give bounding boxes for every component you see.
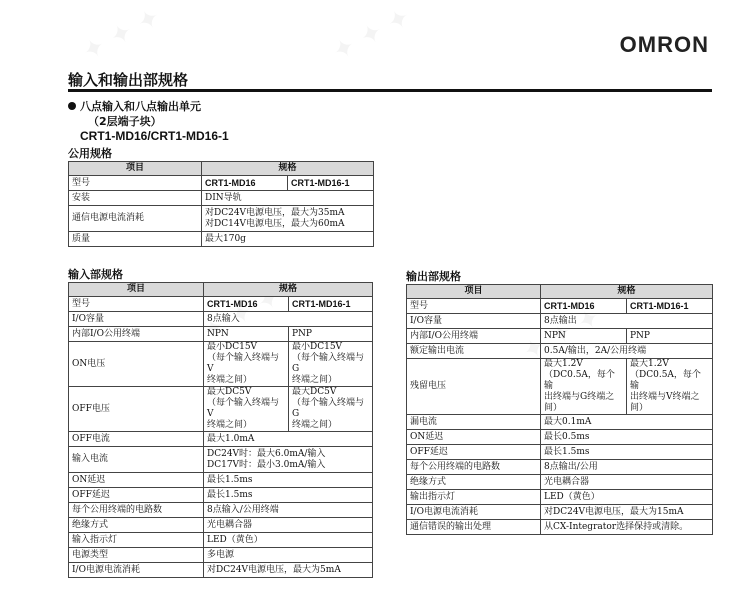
table-row [69, 548, 373, 563]
row-item-label: 额定输出电流 [407, 344, 541, 359]
table-row [69, 297, 373, 312]
row-item-label: 型号 [69, 176, 202, 191]
table-row [69, 206, 374, 232]
header-item: 项目 [69, 162, 202, 176]
row-item-label: 内部I/O公用终端 [407, 329, 541, 344]
row-spec-value: 0.5A/输出，2A/公用终端 [541, 344, 713, 359]
page-title: 输入和输出部规格 [68, 71, 189, 89]
product-line-2: （2层端子块） [88, 115, 162, 128]
table-row [407, 445, 713, 460]
row-spec-value-b: CRT1-MD16-1 [289, 297, 373, 312]
row-spec-value: 8点输入 [204, 312, 373, 327]
row-spec-value: 最大1.0mA [204, 432, 373, 447]
row-item-label: 通信错误的输出处理 [407, 520, 541, 535]
row-spec-value-b: PNP [289, 327, 373, 342]
row-spec-value-b: 最大DC5V （每个输入终端与G 终端之间） [289, 387, 373, 432]
table-row [407, 314, 713, 329]
table-row [407, 520, 713, 535]
table-header-row [407, 285, 713, 299]
row-spec-value: 多电源 [204, 548, 373, 563]
table-row [407, 475, 713, 490]
row-spec-value-a: CRT1-MD16 [202, 176, 288, 191]
row-spec-value-b: PNP [627, 329, 713, 344]
row-item-label: I/O容量 [69, 312, 204, 327]
row-item-label: OFF延迟 [69, 488, 204, 503]
row-spec-value-a: NPN [541, 329, 627, 344]
row-spec-value-b: 最小DC15V （每个输入终端与G 终端之间） [289, 342, 373, 387]
table-row [69, 232, 374, 247]
row-spec-value: 光电耦合器 [541, 475, 713, 490]
row-spec-value-a: CRT1-MD16 [204, 297, 289, 312]
table-row [407, 344, 713, 359]
table-row [407, 430, 713, 445]
brand-logo: OMRON [619, 32, 709, 57]
header-item: 项目 [407, 285, 541, 299]
header-spec: 规格 [541, 285, 713, 299]
row-item-label: OFF电压 [69, 387, 204, 432]
output-spec-heading: 输出部规格 [406, 270, 461, 283]
table-row [69, 432, 373, 447]
watermark [328, 2, 416, 68]
table-row [69, 191, 374, 206]
row-item-label: 输入指示灯 [69, 533, 204, 548]
row-item-label: 型号 [69, 297, 204, 312]
row-spec-value-a: 最小DC15V （每个输入终端与V 终端之间） [204, 342, 289, 387]
title-divider [68, 89, 712, 92]
row-spec-value-a: NPN [204, 327, 289, 342]
row-item-label: 绝缘方式 [407, 475, 541, 490]
row-spec-value: DC24V时：最大6.0mA/输入 DC17V时：最小3.0mA/输入 [204, 447, 373, 473]
table-row [69, 533, 373, 548]
row-spec-value: 最长1.5ms [204, 488, 373, 503]
row-item-label: 漏电流 [407, 415, 541, 430]
product-line-1: 八点输入和八点输出单元 [68, 99, 229, 114]
row-spec-value-a: 最大1.2V （DC0.5A，每个输 出终端与G终端之 间） [541, 359, 627, 415]
table-row [407, 359, 713, 415]
table-row [407, 415, 713, 430]
table-row [69, 563, 373, 578]
row-item-label: I/O电源电流消耗 [69, 563, 204, 578]
common-spec-table [68, 161, 374, 247]
row-item-label: ON电压 [69, 342, 204, 387]
input-spec-heading: 输入部规格 [68, 268, 123, 281]
row-item-label: 输入电流 [69, 447, 204, 473]
table-row [69, 387, 373, 432]
row-item-label: 每个公用终端的电路数 [69, 503, 204, 518]
row-item-label: 残留电压 [407, 359, 541, 415]
row-item-label: OFF延迟 [407, 445, 541, 460]
row-spec-value: 8点输出 [541, 314, 713, 329]
product-heading [68, 99, 229, 144]
watermark [78, 2, 166, 68]
row-item-label: 电源类型 [69, 548, 204, 563]
table-header-row [69, 283, 373, 297]
row-item-label: 每个公用终端的电路数 [407, 460, 541, 475]
table-row [69, 503, 373, 518]
bullet-icon [68, 102, 76, 110]
table-row [407, 299, 713, 314]
header-spec: 规格 [202, 162, 374, 176]
row-spec-value: 最大0.1mA [541, 415, 713, 430]
row-spec-value: 光电耦合器 [204, 518, 373, 533]
row-item-label: 输出指示灯 [407, 490, 541, 505]
row-spec-value: 最大170g [202, 232, 374, 247]
table-row [69, 327, 373, 342]
table-row [407, 505, 713, 520]
row-spec-value: 从CX-Integrator选择保持或清除。 [541, 520, 713, 535]
table-row [69, 176, 374, 191]
table-row [407, 490, 713, 505]
row-item-label: ON延迟 [407, 430, 541, 445]
table-row [69, 447, 373, 473]
row-spec-value-b: CRT1-MD16-1 [627, 299, 713, 314]
row-spec-value: 8点输入/公用终端 [204, 503, 373, 518]
header-spec: 规格 [204, 283, 373, 297]
row-spec-value-a: CRT1-MD16 [541, 299, 627, 314]
row-item-label: OFF电流 [69, 432, 204, 447]
table-row [69, 488, 373, 503]
row-spec-value-a: 最大DC5V （每个输入终端与V 终端之间） [204, 387, 289, 432]
row-item-label: ON延迟 [69, 473, 204, 488]
output-spec-table [406, 284, 713, 535]
table-row [69, 518, 373, 533]
input-spec-table [68, 282, 373, 578]
row-spec-value: 最长1.5ms [541, 445, 713, 460]
product-model-line: CRT1-MD16/CRT1-MD16-1 [80, 129, 229, 143]
row-item-label: 绝缘方式 [69, 518, 204, 533]
row-item-label: 安装 [69, 191, 202, 206]
row-spec-value: 对DC24V电源电压，最大为5mA [204, 563, 373, 578]
row-spec-value: DIN导轨 [202, 191, 374, 206]
row-item-label: 型号 [407, 299, 541, 314]
row-spec-value-b: CRT1-MD16-1 [288, 176, 374, 191]
row-item-label: 内部I/O公用终端 [69, 327, 204, 342]
row-spec-value: 8点输出/公用 [541, 460, 713, 475]
common-spec-heading: 公用规格 [68, 147, 112, 160]
row-item-label: I/O容量 [407, 314, 541, 329]
table-row [69, 342, 373, 387]
row-spec-value: 对DC24V电源电压，最大为35mA 对DC14V电源电压，最大为60mA [202, 206, 374, 232]
row-item-label: 通信电源电流消耗 [69, 206, 202, 232]
table-row [69, 473, 373, 488]
row-spec-value: 对DC24V电源电压，最大为15mA [541, 505, 713, 520]
row-item-label: I/O电源电流消耗 [407, 505, 541, 520]
table-row [69, 312, 373, 327]
table-row [407, 460, 713, 475]
row-spec-value: LED（黄色） [541, 490, 713, 505]
row-spec-value-b: 最大1.2V （DC0.5A，每个输 出终端与V终端之 间） [627, 359, 713, 415]
header-item: 项目 [69, 283, 204, 297]
row-item-label: 质量 [69, 232, 202, 247]
table-row [407, 329, 713, 344]
table-header-row [69, 162, 374, 176]
row-spec-value: LED（黄色） [204, 533, 373, 548]
row-spec-value: 最长0.5ms [541, 430, 713, 445]
row-spec-value: 最长1.5ms [204, 473, 373, 488]
